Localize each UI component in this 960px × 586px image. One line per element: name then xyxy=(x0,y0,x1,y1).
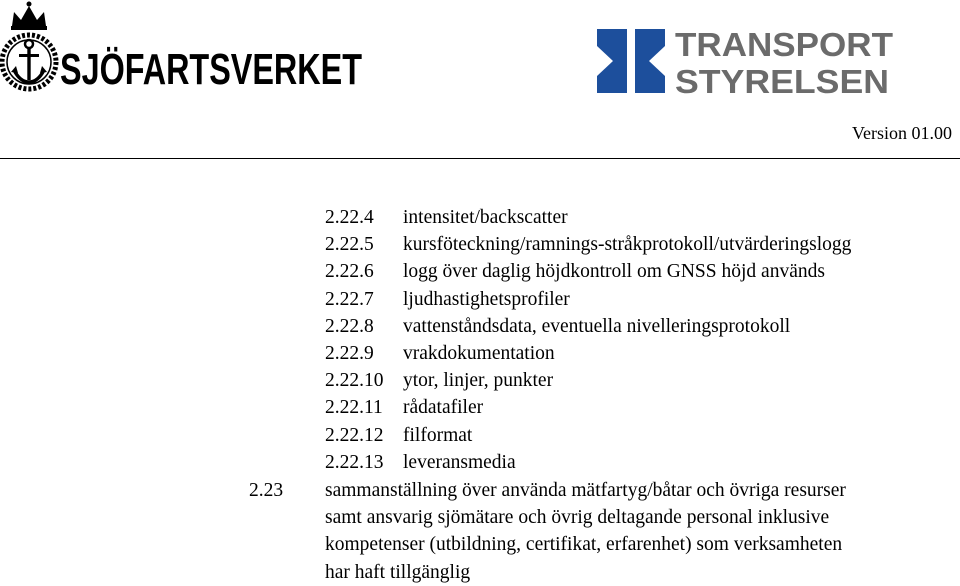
item-number: 2.22.9 xyxy=(325,343,374,365)
section-paragraph xyxy=(325,477,960,586)
paragraph-line: sammanställning över använda mätfartyg/båtar och övriga resurser xyxy=(325,480,846,501)
paragraph-line: har haft tillgänglig xyxy=(325,561,471,583)
list-item xyxy=(325,313,960,340)
list-item xyxy=(325,394,960,421)
item-text: kursföteckning/ramnings-stråkprotokoll/utvärderingslogg xyxy=(403,234,852,256)
section-number: 2.23 xyxy=(249,480,284,501)
list-item xyxy=(325,204,960,231)
item-number: 2.22.10 xyxy=(325,370,384,392)
item-text: rådatafiler xyxy=(403,397,484,419)
list-item xyxy=(325,367,960,394)
list-item xyxy=(325,231,960,258)
sjofartsverket-wordmark: SJÖFARTSVERKET xyxy=(60,45,363,94)
header-divider xyxy=(0,158,960,159)
item-text: ljudhastighetsprofiler xyxy=(403,288,570,310)
item-text: filformat xyxy=(403,424,473,446)
item-text: vattenståndsdata, eventuella nivelleringsprotokoll xyxy=(403,315,791,337)
list-item xyxy=(325,258,960,285)
item-number: 2.22.7 xyxy=(325,288,374,310)
item-text: logg över daglig höjdkontroll om GNSS höjd används xyxy=(403,261,825,283)
section-2-23 xyxy=(249,477,960,586)
styrelsen-wordmark: STYRELSEN xyxy=(675,63,889,100)
paragraph-line: kompetenser (utbildning, certifikat, erfarenhet) som verksamheten xyxy=(325,534,843,556)
item-number: 2.22.5 xyxy=(325,234,374,256)
transport-wordmark: TRANSPORT xyxy=(675,26,893,63)
item-number: 2.22.4 xyxy=(325,207,374,228)
item-text: vrakdokumentation xyxy=(403,343,555,365)
subsection-list xyxy=(325,204,960,476)
item-text: intensitet/backscatter xyxy=(403,207,568,228)
item-number: 2.22.11 xyxy=(325,397,383,419)
item-text: leveransmedia xyxy=(403,451,516,473)
item-number: 2.22.8 xyxy=(325,315,374,337)
paragraph-line: samt ansvarig sjömätare och övrig deltagande personal inklusive xyxy=(325,507,830,529)
version-label: Version 01.00 xyxy=(852,123,952,143)
item-number: 2.22.13 xyxy=(325,451,384,473)
list-item xyxy=(325,449,960,476)
list-item xyxy=(325,422,960,449)
list-item xyxy=(325,286,960,313)
crown-anchor-emblem-icon xyxy=(2,2,56,90)
chevron-x-mark-icon xyxy=(597,29,665,93)
item-number: 2.22.6 xyxy=(325,261,374,283)
item-text: ytor, linjer, punkter xyxy=(403,370,554,392)
sjofartsverket-logo xyxy=(0,0,370,100)
item-number: 2.22.12 xyxy=(325,424,384,446)
list-item xyxy=(325,340,960,367)
transportstyrelsen-logo xyxy=(597,26,897,100)
